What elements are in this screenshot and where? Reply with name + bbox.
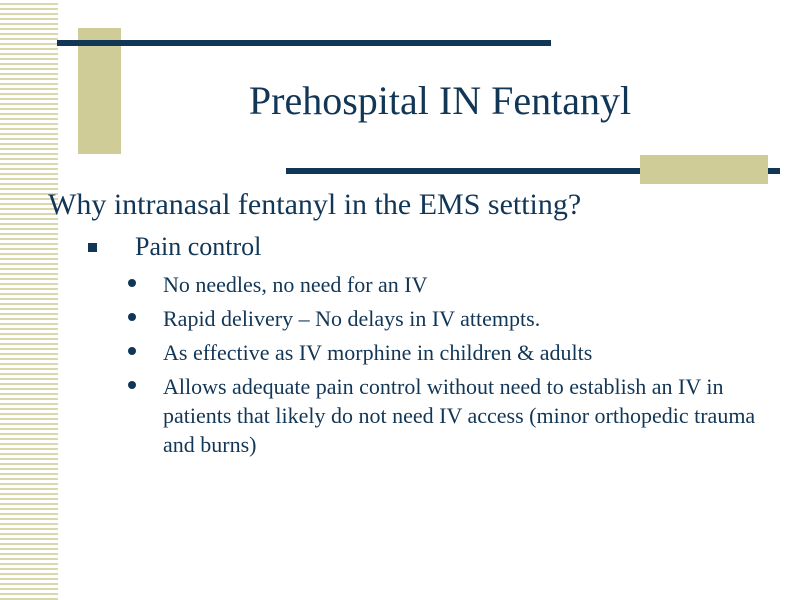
sub-bullet-text: As effective as IV morphine in children & adults <box>163 340 593 365</box>
main-bullet-item <box>48 230 768 264</box>
slide-title: Prehospital IN Fentanyl <box>248 78 632 123</box>
accent-block-right <box>640 155 768 184</box>
sub-bullet-item <box>48 372 763 459</box>
question-text: Why intranasal fentanyl in the EMS setting? <box>48 188 582 221</box>
sub-bullet-text: Allows adequate pain control without need to establish an IV in patients that likely do not need IV access (minor orthopedic trauma and burns) <box>163 374 756 457</box>
slide-content <box>48 186 768 464</box>
round-bullet-icon <box>128 279 136 287</box>
round-bullet-icon <box>128 381 136 389</box>
round-bullet-icon <box>128 313 136 321</box>
accent-line-top <box>57 40 551 46</box>
sub-bullet-text: Rapid delivery – No delays in IV attempts. <box>163 306 541 331</box>
sub-bullet-text: No needles, no need for an IV <box>163 272 428 297</box>
accent-block-top <box>78 28 121 154</box>
main-bullet-text: Pain control <box>135 232 262 261</box>
sub-bullet-item <box>48 338 763 367</box>
round-bullet-icon <box>128 347 136 355</box>
sub-bullet-item <box>48 270 763 299</box>
sub-bullet-item <box>48 304 763 333</box>
square-bullet-icon <box>88 243 97 252</box>
sub-bullet-list <box>48 270 768 459</box>
